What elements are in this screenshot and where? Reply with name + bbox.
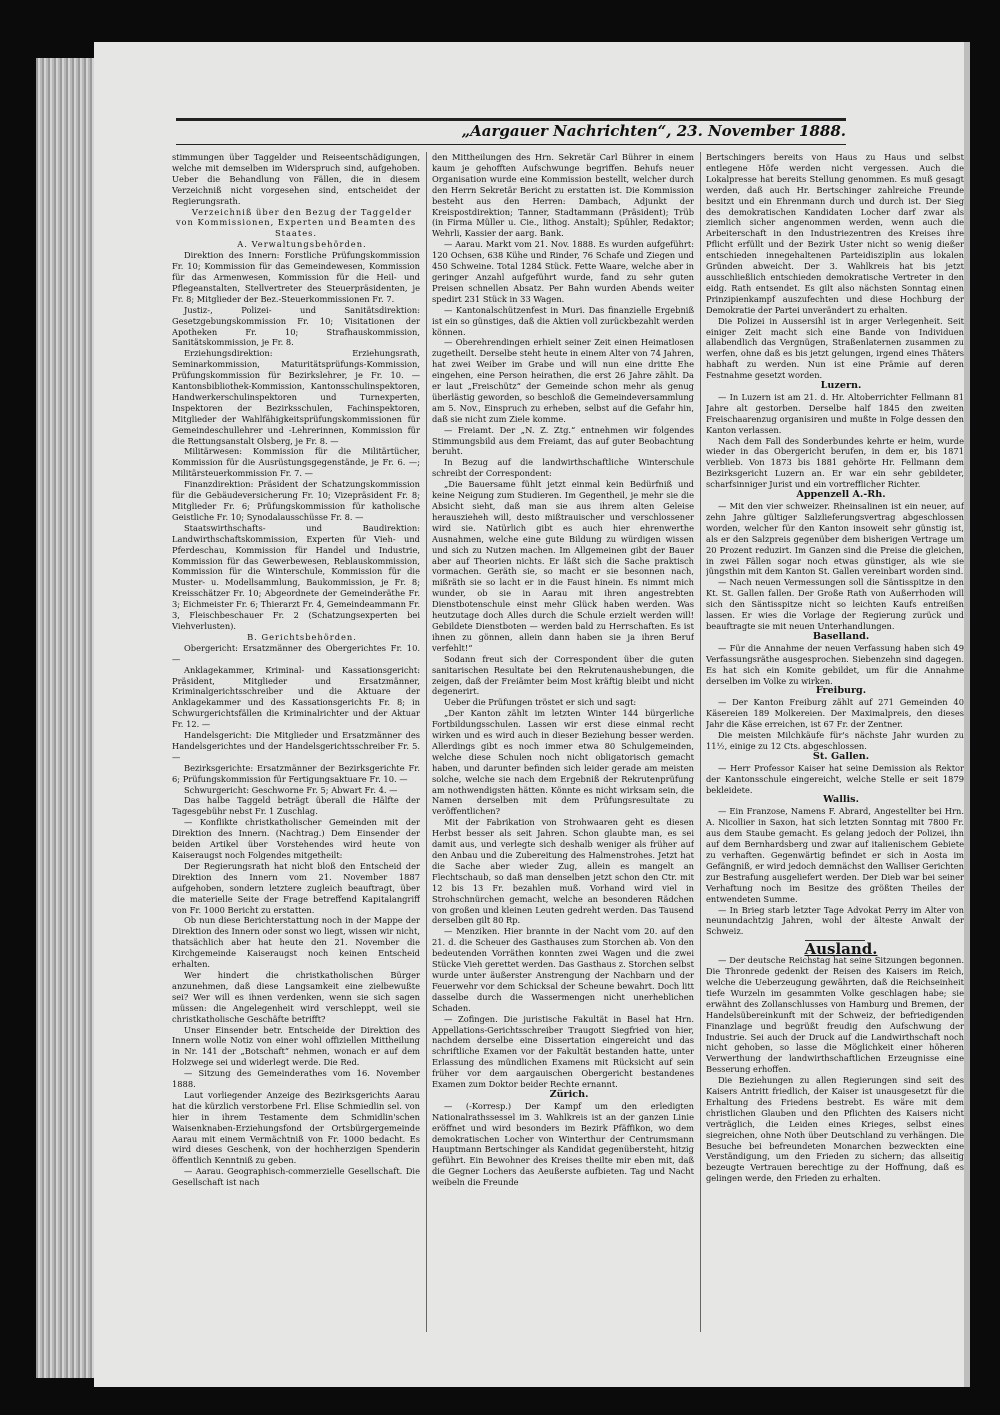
paragraph: Finanzdirektion: Präsident der Schatzungskommission für die Gebäudeversicherung Fr. 10; Vizepräsident Fr. 8; Mitglieder Fr. 6; Prüfungskommission für katholische Geistliche Fr. 10; Synodalausschüsse Fr. 8. — [172, 479, 420, 522]
paragraph: Direktion des Innern: Forstliche Prüfungskommission Fr. 10; Kommission für das Gemeindewesen, Kommission für das Armenwesen, Kommission für die Heil- und Pflegeanstalten, Stellvertreter des Steuerpräsidenten, je Fr. 8; Mitglieder der Bez.-Steuerkommissionen Fr. 7. [172, 250, 420, 304]
paragraph: — In Brieg starb letzter Tage Advokat Perry im Alter von neunundachtzig Jahren, wohl der älteste Anwalt der Schweiz. [706, 904, 964, 937]
paragraph: Wer hindert die christkatholischen Bürger anzunehmen, daß diese Langsamkeit eine zielbewußte sei? Wer will es ihnen verdenken, wenn sie sich sagen müssen: die Angelegenheit wird verschleppt, weil sie christkatholische Geschäfte betrifft? [172, 969, 420, 1024]
column-1 [172, 152, 420, 1332]
paragraph: Anklagekammer, Kriminal- und Kassationsgericht: Präsident, Mitglieder und Ersatzmänner, Kriminalgerichtsschreiber und die Aktuare der Anklagekammer und des Kassationsgerichts Fr. 8; in Schwurgerichtsfällen die Kriminalrichter und der Aktuar Fr. 12. — [172, 664, 420, 730]
paragraph: stimmungen über Taggelder und Reiseentschädigungen, welche mit demselben im Widerspruch sind, aufgehoben. Ueber die Behandlung von Fällen, die in diesem Verzeichniß nicht vorgesehen sind, entscheidet der Regierungsrath. [172, 152, 420, 206]
paragraph: Schwurgericht: Geschworne Fr. 5; Abwart Fr. 4. — [184, 784, 398, 795]
paragraph: Laut vorliegender Anzeige des Bezirksgerichts Aarau hat die kürzlich verstorbene Frl. Elise Schmiedlin sel. von hier in ihrem Testamente dem Schmidlin'schen Waisenknaben-Erziehungsfond der Ortsbürgergemeinde Aarau mit einem Vermächtniß von Fr. 1000 bedacht. Es wird dieses Geschenk, von der hochherzigen Spenderin öffentlich Kenntniß zu geben. [172, 1089, 420, 1166]
paragraph: — Oberehrendingen erhielt seiner Zeit einen Heimatlosen zugetheilt. Derselbe steht heute in einem Alter von 74 Jahren, hat zwei Weiber im Grabe und will nun eine dritte Ehe eingehen, eine Person heirathen, die erst 26 Jahre zählt. Da er laut „Freischütz“ der Gemeinde schon mehr als genug überlästig geworden, so beschloß die Gemeindeversammlung am 5. Nov., Einspruch zu erheben, selbst auf die Gefahr hin, daß sie nicht zum Ziele komme. [432, 337, 694, 424]
paragraph: — Aarau. Markt vom 21. Nov. 1888. Es wurden aufgeführt: 120 Ochsen, 638 Kühe und Rinder, 76 Schafe und Ziegen und 450 Schweine. Total 1284 Stück. Fette Waare, welche aber in geringer Anzahl aufgeführt wurde, fand zu sehr guten Preisen schnellen Absatz. Per Bahn wurden Abends weiter spedirt 231 Stück in 33 Wagen. [432, 239, 694, 304]
paragraph: — In Luzern ist am 21. d. Hr. Altoberrichter Fellmann 81 Jahre alt gestorben. Derselbe half 1845 den zweiten Freischaarenzug organisiren und mußte in Folge dessen den Kanton verlassen. [706, 391, 964, 435]
section-heading-baselland: Baselland. [812, 630, 870, 642]
paragraph: Unser Einsender betr. Entscheide der Direktion des Innern wolle Notiz von einer wohl offiziellen Mittheilung in Nr. 141 der „Botschaft“ nehmen, wonach er auf dem Holzwege sei und widerlegt werde. Die Red. [172, 1024, 420, 1068]
section-heading-wallis: Wallis. [823, 794, 859, 806]
paragraph: — Freiamt. Der „N. Z. Ztg.“ entnehmen wir folgendes Stimmungsbild aus dem Freiamt, das auf guter Beobachtung beruht. [432, 424, 694, 457]
paragraph: — Der Kanton Freiburg zählt auf 271 Gemeinden 40 Käsereien 189 Molkereien. Der Maximalpreis, den dieses Jahr die Käse erreichen, ist 67 Fr. der Zentner. [706, 697, 964, 730]
page-edge [964, 42, 970, 1387]
section-heading: B. Gerichtsbehörden. [247, 631, 357, 642]
column-separator [700, 152, 701, 1332]
paragraph: Staatswirthschafts- und Baudirektion: Landwirthschaftskommission, Experten für Vieh- und Pferdeschau, Kommission für Handel und Industrie, Kommission für das Gewerbewesen, Reblauskommission, Kommission für die Winterschule, Kommission für die Muster- u. Modellsammlung, Baukommission, je Fr. 8; Kreisschätzer Fr. 10; Abgeordnete der Gemeinderäthe Fr. 3; Eichmeister Fr. 6; Thierarzt Fr. 4, Gemeindeammann Fr. 3, Fleischbeschauer Fr. 2 (Schatzungsexperten bei Viehverlusten). [172, 522, 420, 631]
paragraph: Bertschingers bereits von Haus zu Haus und selbst entlegene Höfe werden nicht vergessen. Auch die Lokalpresse hat bereits Stellung genommen. Es muß gesagt werden, daß auch Hr. Bertschinger zahlreiche Freunde besitzt und ein Ehrenmann durch und durch ist. Der Sieg des demokratischen Kandidaten Locher darf zwar als ziemlich sicher angenommen werden, wenn auch die Arbeiterschaft in den Industriezentren des Kreises ihre Pflicht erfüllt und der Bezirk Uster nicht so wenig dießer entschieden innegehaltenen Parteidisziplin aus lokalen Gründen abweicht. Der 3. Wahlkreis hat bis jetzt ausschließlich entschieden demokratische Vertreter in den eidg. Rath entsendet. Es gilt also nächsten Sonntag einen Prinzipienkampf auszufechten und diese Hochburg der Demokratie der Partei unverändert zu erhalten. [706, 152, 964, 315]
paragraph: — Sitzung des Gemeinderathes vom 16. November 1888. [172, 1068, 420, 1090]
paragraph: Obergericht: Ersatzmänner des Obergerichtes Fr. 10. — [172, 642, 420, 664]
paragraph: — Zofingen. Die juristische Fakultät in Basel hat Hrn. Appellations-Gerichtsschreiber Traugott Siegfried von hier, nachdem derselbe eine Dissertation eingereicht und das schriftliche Examen vor der Fakultät bestanden hatte, unter Erlassung des mündlichen Examens mit Rücksicht auf sein früher vor dem aargauischen Obergericht bestandenes Examen zum Doktor beider Rechte ernannt. [432, 1013, 694, 1090]
paragraph: — Der deutsche Reichstag hat seine Sitzungen begonnen. Die Thronrede gedenkt der Reisen des Kaisers im Reich, welche die Ueberzeugung gewährten, daß die Reichseinheit tiefe Wurzeln im gesammten Volke geschlagen habe; sie erwähnt des Zollanschlusses von Hamburg und Bremen, der Handelsübereinkunft mit der Schweiz, der befriedigenden Finanzlage und begrüßt freudig den Aufschwung der Industrie. Sei auch der Druck auf die Landwirthschaft noch nicht gehoben, so lasse die Möglichkeit einer höheren Verwerthung der landwirthschaftlichen Erzeugnisse eine Besserung erhoffen. [706, 955, 964, 1075]
paragraph: — Mit den vier schweizer. Rheinsalinen ist ein neuer, auf zehn Jahre gültiger Salzlieferungsvertrag abgeschlossen worden, welcher für den Kanton insoweit sehr günstig ist, als er den Salzpreis gegenüber dem bisherigen Vertrage um 20 Prozent reduzirt. Im Ganzen sind die Preise die gleichen, in zwei Fällen sogar noch etwas günstiger, als wie sie jüngsthin mit dem Kanton St. Gallen vereinbart worden sind. [706, 501, 964, 577]
paragraph: „Der Kanton zählt im letzten Winter 144 bürgerliche Fortbildungsschulen. Lassen wir erst diese einmal recht wirken und es wird auch in dieser Beziehung besser werden. Allerdings gibt es noch immer etwa 80 Schulgemeinden, welche diese Schulen noch nicht obligatorisch gemacht haben, und darunter befinden sich leider gerade am meisten solche, welche sie nach dem Ergebniß der Rekrutenprüfung am nothwendigsten hätten. Könnte es nicht wirksam sein, die Namen derselben mit dem Prüfungsresultate zu veröffentlichen? [432, 708, 694, 817]
paragraph: Sodann freut sich der Correspondent über die guten sanitarischen Resultate bei den Rekrutenaushebungen, die zeigen, daß der Freiämter beim Most kräftig bleibt und nicht degenerirt. [432, 653, 694, 697]
paragraph: — Menziken. Hier brannte in der Nacht vom 20. auf den 21. d. die Scheuer des Gasthauses zum Storchen ab. Von den bedeutenden Vorräthen konnten zwei Wagen und die zwei Stücke Vieh gerettet werden. Das Gasthaus z. Storchen selbst wurde unter äußerster Anstrengung der Nachbarn und der Feuerwehr vor dem Schicksal der Scheune bewahrt. Doch litt dasselbe durch die Wassermengen nicht unerheblichen Schaden. [432, 926, 694, 1013]
section-heading-appenzell: Appenzell A.-Rh. [796, 489, 886, 501]
paragraph: — Ein Franzose, Namens F. Abrard, Angestellter bei Hrn. A. Nicollier in Saxon, hat sich letzten Sonntag mit 7800 Fr. aus dem Staube gemacht. Es gelang jedoch der Polizei, ihn auf dem Bernhardsberg und zwar auf italienischem Gebiete zu verhaften. Gegenwärtig befindet er sich in Aosta im Gefängniß, er wird jedoch demnächst den Walliser Gerichten zur Bestrafung ausgeliefert werden. Der Dieb war bei seiner Verhaftung noch im Besitze des größten Theiles der entwendeten Summe. [706, 806, 964, 904]
page-stack-edge [36, 58, 94, 1378]
paragraph: — Nach neuen Vermessungen soll die Säntisspitze in den Kt. St. Gallen fallen. Der Große Rath von Außerrhoden will sich den Säntisspitze nicht so leichten Kaufs entreißen lassen. Er wies die Vorlage der Regierung zurück und beauftragte sie mit neuen Unterhandlungen. [706, 577, 964, 631]
section-heading-freiburg: Freiburg. [815, 685, 867, 697]
paragraph: Bezirksgerichte: Ersatzmänner der Bezirksgerichte Fr. 6; Prüfungskommission für Fertigungsaktuare Fr. 10. — [172, 762, 420, 784]
paragraph: den Mittheilungen des Hrn. Sekretär Carl Bührer in einem kaum je gehofften Aufschwunge begriffen. Behufs neuer Organisation wurde eine Kommission bestellt, welcher durch den Herrn Sekretär Bericht zu erstatten ist. Die Kommission besteht aus den Herren: Dambach, Adjunkt der Kreispostdirektion; Tanner, Stadtammann (Präsident); Trüb (in Firma Müller u. Cie., lithog. Anstalt); Spühler, Redaktor; Wehrli, Kassier der aarg. Bank. [432, 152, 694, 239]
paragraph: Erziehungsdirektion: Erziehungsrath, Seminarkommission, Maturitätsprüfungs-Kommission, Prüfungskommission für Bezirkslehrer, je Fr. 10. — Kantonsbibliothek-Kommission, Kantonsschulinspektoren, Handwerkerschulinspektoren und Turnexperten, Inspektoren der Bezirksschulen, Fachinspektoren, Mitglieder der Wahlfähigkeitsprüfungskommissionen für Gemeindeschullehrer und -Lehrerinnen, Kommission für die Rettungsanstalt Olsberg, je Fr. 8. — [172, 348, 420, 446]
paragraph: — Aarau. Geographisch-commerzielle Gesellschaft. Die Gesellschaft ist nach [172, 1166, 420, 1188]
paragraph: Der Regierungsrath hat nicht bloß den Entscheid der Direktion des Innern vom 21. November 1887 aufgehoben, sondern letztere zugleich beauftragt, über die materielle Seite der Frage betreffend Kapitalangriff von Fr. 1000 Bericht zu erstatten. [172, 860, 420, 915]
column-2 [432, 152, 694, 1332]
section-heading-ausland: Ausland. [804, 940, 878, 959]
paragraph: Ob nun diese Berichterstattung noch in der Mappe der Direktion des Innern oder sonst wo liegt, wissen wir nicht, thatsächlich aber hat heute den 21. November die Kirchgemeinde Kaiseraugst noch keinen Entscheid erhalten. [172, 915, 420, 970]
paragraph: Das halbe Taggeld beträgt überall die Hälfte der Tagesgebühr nebst Fr. 1 Zuschlag. [172, 795, 420, 817]
paragraph: — (-Korresp.) Der Kampf um den erledigten Nationalrathssessel im 3. Wahlkreis ist an der ganzen Linie eröffnet und wird besonders im Bezirk Pfäffikon, wo dem demokratischen Locher von Winterthur der Centrumsmann Hauptmann Bertschinger als Kandidat gegenübersteht, hitzig geführt. Ein Bewohner des Kreises theilte mir eben mit, daß die Gegner Lochers das Aeußerste aufbieten. Tag und Nacht weibeln die Freunde [432, 1100, 694, 1188]
paragraph: Ueber die Prüfungen tröstet er sich und sagt: [444, 697, 637, 708]
section-heading-luzern: Luzern. [820, 380, 862, 392]
paragraph: Mit der Fabrikation von Strohwaaren geht es diesen Herbst besser als seit Jahren. Schon glaubte man, es sei damit aus, und verlegte sich deshalb weniger als früher auf den Anbau und die Zubereitung des Halmenstrohes. Jetzt hat die Sache aber wieder Zug, allein es mangelt an Flechtschaub, so daß man denselben jetzt schon den Ctr. mit 12 bis 13 Fr. bezahlen muß. Vorhand wird viel in Strohschnürchen gemacht, welche an besonderen Rädchen von großen und kleinen Leuten gedreht werden. Das Tausend derselben gilt 80 Rp. [432, 817, 694, 926]
masthead-rule-bottom [176, 144, 846, 145]
paragraph: Justiz-, Polizei- und Sanitätsdirektion: Gesetzgebungskommission Fr. 10; Visitationen der Apotheken Fr. 10; Strafhauskommission, Sanitätskommission, je Fr. 8. [172, 304, 420, 348]
masthead: „Aargauer Nachrichten“, 23. November 1888. [461, 122, 846, 140]
paragraph: — Konflikte christkatholischer Gemeinden mit der Direktion des Innern. (Nachtrag.) Dem Einsender der beiden Artikel über Vorstehendes wird heute von Kaiseraugst noch Folgendes mitgetheilt: [172, 817, 420, 860]
paragraph: Die Beziehungen zu allen Regierungen sind seit des Kaisers Antritt friedlich, der Kaiser ist unausgesetzt für die Erhaltung des Friedens bestrebt. Es wäre mit dem christlichen Glauben und den Pflichten des Kaisers nicht verträglich, die Leiden eines Krieges, selbst eines siegreichen, ohne Noth über Deutschland zu verhängen. Die Besuche bei befreundeten Monarchen bezweckten eine Verständigung, um den Frieden zu sichern; das allseitig bezeugte Vertrauen berechtige zu der Hoffnung, daß es gelingen werde, den Frieden zu erhalten. [706, 1075, 964, 1184]
paragraph: In Bezug auf die landwirthschaftliche Winterschule schreibt der Correspondent: [432, 457, 694, 479]
paragraph: Militärwesen: Kommission für die Militärtücher, Kommission für die Ausrüstungsgegenstände, je Fr. 6. —; Militärsteuerkommission Fr. 7. — [172, 446, 420, 479]
column-separator [426, 152, 427, 1332]
section-heading-zurich: Zürich. [549, 1088, 589, 1100]
section-heading-st-gallen: St. Gallen. [812, 750, 870, 762]
paragraph: Nach dem Fall des Sonderbundes kehrte er heim, wurde wieder in das Obergericht berufen, in dem er, bis 1871 verblieb. Von 1873 bis 1881 gehörte Hr. Fellmann dem Bezirksgericht Luzern an. Er war ein sehr gebildeter, scharfsinniger Jurist und ein vortrefflicher Richter. [706, 435, 964, 490]
section-heading: A. Verwaltungsbehörden. [237, 239, 367, 250]
paragraph: — Kantonalschützenfest in Muri. Das finanzielle Ergebniß ist ein so günstiges, daß die Aktien voll zurückbezahlt werden können. [432, 304, 694, 337]
paragraph: — Für die Annahme der neuen Verfassung haben sich 49 Verfassungsräthe ausgesprochen. Siebenzehn sind dagegen. Es hat sich ein Komite gebildet, um für die Annahme derselben im Volke zu wirken. [706, 642, 964, 686]
section-heading: Verzeichniß über den Bezug der Taggelder von Kommissionen, Experten und Beamten des Staates. [175, 206, 417, 239]
paragraph: Die Polizei in Aussersihl ist in arger Verlegenheit. Seit einiger Zeit macht sich eine Bande von Individuen allabendlich das Vergnügen, Straßenlaternen zusammen zu werfen, ohne daß es bis jetzt gelungen, irgend eines Thäters habhaft zu werden. Nun ist eine Prämie auf deren Festnahme gesetzt worden. [706, 315, 964, 381]
paragraph: Die meisten Milchkäufe für's nächste Jahr wurden zu 11½, einige zu 12 Cts. abgeschlossen. [706, 730, 964, 751]
column-3 [706, 152, 964, 1332]
paragraph: — Herr Professor Kaiser hat seine Demission als Rektor der Kantonsschule eingereicht, welche Stelle er seit 1879 bekleidete. [706, 762, 964, 795]
paragraph: Handelsgericht: Die Mitglieder und Ersatzmänner des Handelsgerichtes und der Handelsgerichtsschreiber Fr. 5. — [172, 730, 420, 762]
paragraph: „Die Bauersame fühlt jetzt einmal kein Bedürfniß und keine Neigung zum Studieren. Im Gegentheil, je mehr sie die Absicht sieht, daß man sie aus ihrem alten Geleise herauszieheh will, desto mißtrauischer und verschlossener wird sie. Natürlich gibt es auch hier ehrenwerthe Ausnahmen, welche eine gute Bildung zu würdigen wissen und sich zu Nutzen machen. Im Allgemeinen gibt der Bauer aber auf Theorien nichts. Er läßt sich die Sache praktisch vormachen. Geräth sie, so macht er sie besonnen nach, mißräth sie so lacht er in die Faust hinein. Es nimmt mich wunder, ob sie in Aarau mit ihren angestrebten Dienstbotenschule einst mehr Glück haben werden. Was heutzutage doch Alles durch die Schule erzielt werden will! Gebildete Dienstboten — werden bald zu Herrschaften. Es ist ihnen zu gönnen, allein dann haben sie ja ihren Beruf verfehlt!“ [432, 479, 694, 653]
masthead-rule-top [176, 118, 846, 121]
